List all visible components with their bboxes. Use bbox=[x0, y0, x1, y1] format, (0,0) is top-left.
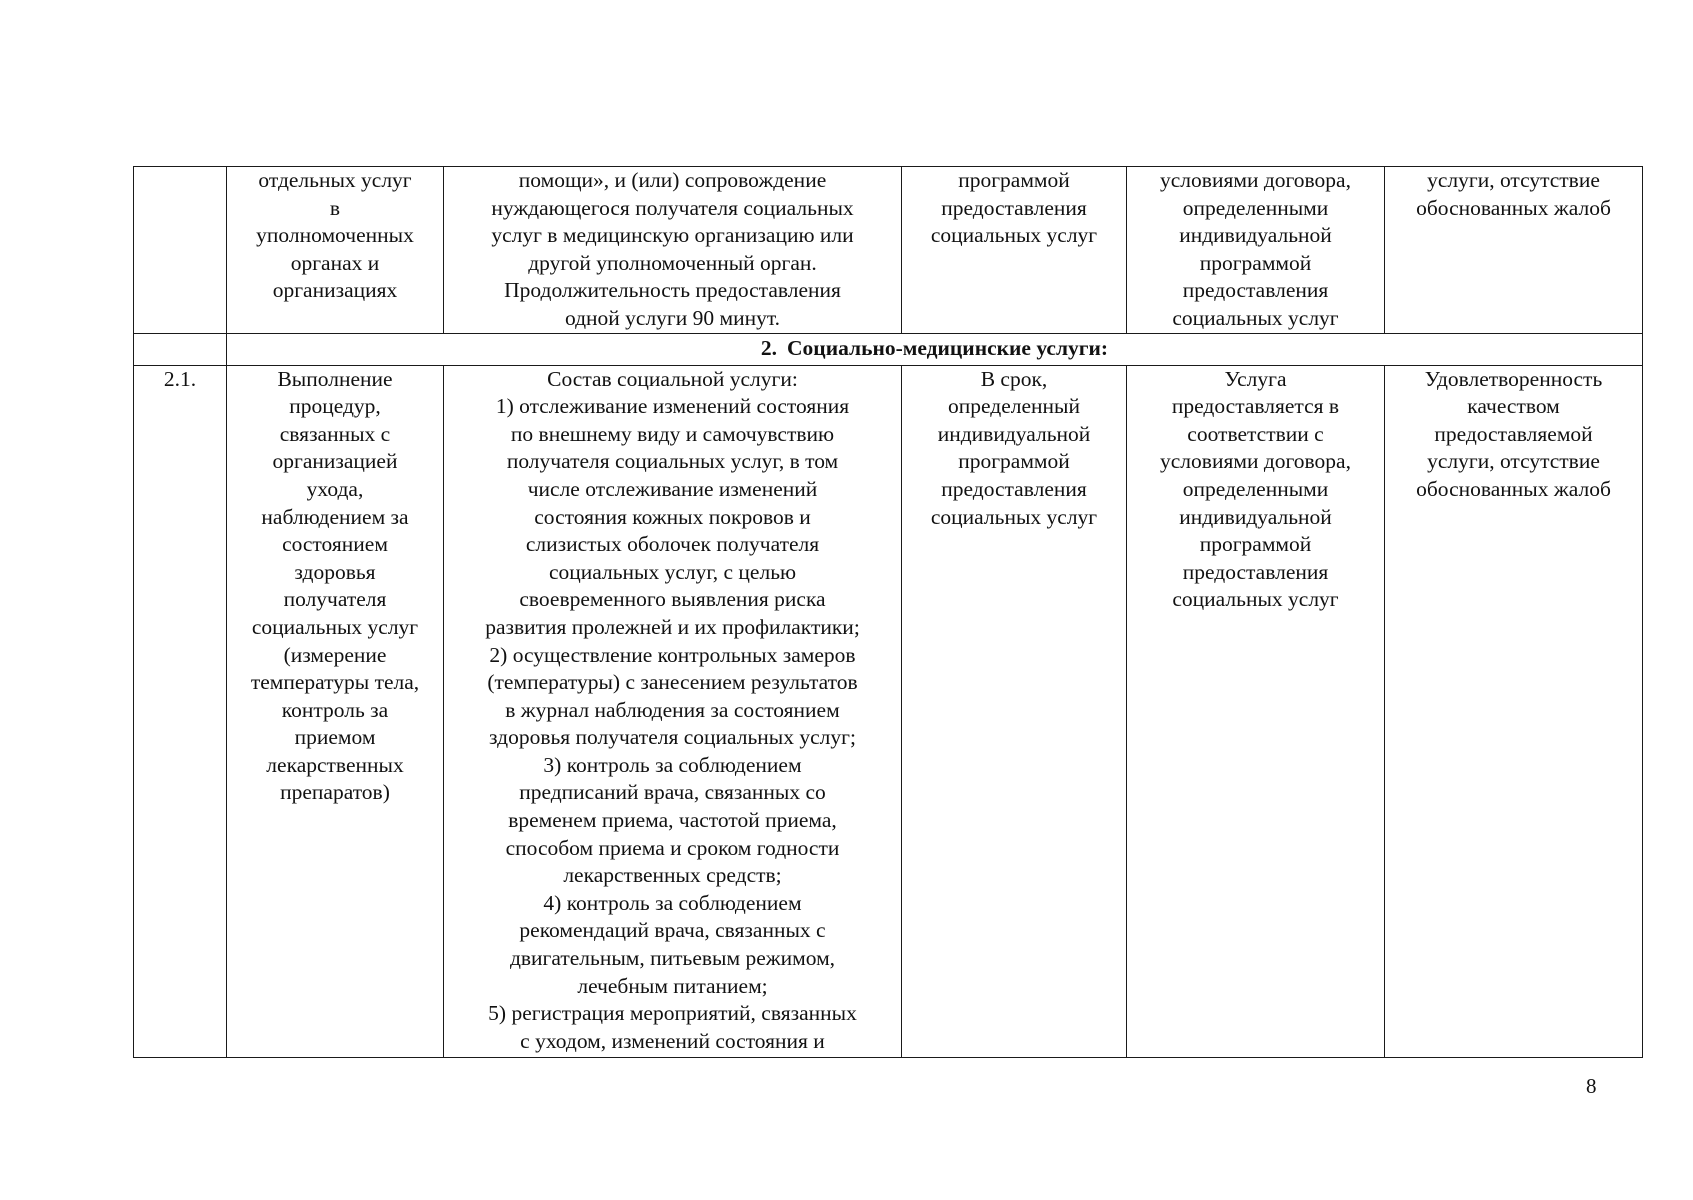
text-line: здоровья получателя социальных услуг; bbox=[489, 725, 856, 750]
text-line: отдельных услуг bbox=[258, 168, 412, 192]
text-line: препаратов) bbox=[280, 780, 390, 805]
text-line: Удовлетворенность bbox=[1424, 366, 1603, 391]
text-line: предоставляется в bbox=[1171, 394, 1340, 419]
cell-number bbox=[134, 365, 227, 1057]
text-line: в bbox=[329, 195, 341, 220]
text-line: определенными bbox=[1182, 195, 1329, 220]
text-line: 2) осуществление контрольных замеров bbox=[489, 642, 856, 667]
text-line: временем приема, частотой приема, bbox=[508, 808, 837, 833]
text-line: услуг в медицинскую организацию или bbox=[491, 223, 854, 248]
text-line: рекомендаций врача, связанных с bbox=[519, 918, 826, 943]
text-line: своевременного выявления риска bbox=[519, 587, 826, 612]
text-line: программой bbox=[1199, 532, 1312, 557]
text-line: лечебным питанием; bbox=[577, 973, 768, 998]
text-line: числе отслеживание изменений bbox=[527, 476, 818, 501]
cell-section-empty bbox=[134, 333, 227, 365]
cell-term bbox=[902, 365, 1127, 1057]
text-line: (температуры) с занесением результатов bbox=[487, 670, 858, 695]
section-heading bbox=[227, 333, 1643, 365]
text-line: температуры тела, bbox=[250, 670, 420, 695]
cell-service-content bbox=[444, 365, 902, 1057]
section-title: Социально-медицинские услуги: bbox=[787, 335, 1109, 360]
text-line: социальных услуг, с целью bbox=[548, 559, 797, 584]
text-line: 4) контроль за соблюдением bbox=[543, 890, 802, 915]
text-line: (измерение bbox=[283, 642, 387, 667]
cell-quality bbox=[1385, 167, 1643, 334]
text-line: предоставления bbox=[1182, 278, 1329, 303]
text-line: лекарственных bbox=[266, 752, 404, 777]
text-line: здоровья bbox=[294, 559, 376, 584]
text-line: 1) отслеживание изменений состояния bbox=[495, 394, 850, 419]
cell-service-name bbox=[227, 365, 444, 1057]
text-line: одной услуги 90 минут. bbox=[564, 305, 781, 330]
text-line: по внешнему виду и самочувствию bbox=[510, 421, 835, 446]
page-number: 8 bbox=[1586, 1074, 1597, 1098]
text-line: предоставления bbox=[941, 195, 1087, 220]
text-line: качеством bbox=[1467, 394, 1560, 419]
text-line: Продолжительность предоставления bbox=[504, 278, 841, 303]
cell-conditions bbox=[1127, 167, 1385, 334]
text-line: состояния кожных покровов и bbox=[534, 504, 811, 529]
text-line: помощи», и (или) сопровождение bbox=[518, 168, 827, 192]
text-line: определенный bbox=[948, 394, 1080, 419]
cell-conditions bbox=[1127, 365, 1385, 1057]
text-line: нуждающегося получателя социальных bbox=[491, 195, 854, 220]
text-line: слизистых оболочек получателя bbox=[525, 532, 820, 557]
text-line: услуги, отсутствие bbox=[1427, 449, 1600, 474]
text-line: соответствии с bbox=[1187, 421, 1324, 446]
text-line: уполномоченных bbox=[256, 223, 414, 248]
text-line: 5) регистрация мероприятий, связанных bbox=[488, 1001, 857, 1026]
services-table bbox=[133, 166, 1643, 1058]
table-row-section bbox=[134, 333, 1643, 365]
text-line: Выполнение bbox=[277, 366, 393, 391]
text-line: состоянием bbox=[282, 532, 388, 557]
text-line: услуги, отсутствие bbox=[1427, 168, 1600, 192]
text-line: в журнал наблюдения за состоянием bbox=[505, 697, 840, 722]
text-line: обоснованных жалоб bbox=[1416, 476, 1611, 501]
text-line: с уходом, изменений состояния и bbox=[520, 1028, 825, 1053]
text-line: связанных с bbox=[279, 421, 391, 446]
text-line: программой bbox=[958, 168, 1070, 192]
text-line: ухода, bbox=[306, 476, 364, 501]
text-line: развития пролежней и их профилактики; bbox=[485, 614, 860, 639]
text-line: социальных услуг bbox=[930, 504, 1098, 529]
text-line: определенными bbox=[1182, 476, 1329, 501]
text-line: В срок, bbox=[980, 366, 1048, 391]
text-line: индивидуальной bbox=[937, 421, 1091, 446]
text-line: индивидуальной bbox=[1179, 223, 1332, 248]
cell-term bbox=[902, 167, 1127, 334]
text-line: социальных услуг bbox=[1172, 587, 1339, 612]
text-line: обоснованных жалоб bbox=[1416, 195, 1611, 220]
text-line: способом приема и сроком годности bbox=[505, 835, 840, 860]
text-line: индивидуальной bbox=[1179, 504, 1332, 529]
text-line: 3) контроль за соблюдением bbox=[543, 752, 802, 777]
text-line: 2.1. bbox=[163, 366, 197, 391]
text-line: процедур, bbox=[289, 394, 381, 419]
text-line: организациях bbox=[272, 278, 398, 303]
text-line: получателя bbox=[283, 587, 387, 612]
text-line: социальных услуг bbox=[1172, 305, 1339, 330]
text-line: лекарственных средств; bbox=[563, 863, 782, 888]
cell-number bbox=[134, 167, 227, 334]
text-line: организацией bbox=[272, 449, 398, 474]
text-line: наблюдением за bbox=[261, 504, 409, 529]
text-line: предоставляемой bbox=[1434, 421, 1593, 446]
text-line: социальных услуг bbox=[930, 223, 1098, 248]
cell-service-content bbox=[444, 167, 902, 334]
text-line: Состав социальной услуги: bbox=[547, 366, 798, 391]
text-line: Услуга bbox=[1224, 366, 1287, 391]
text-line: другой уполномоченный орган. bbox=[528, 250, 817, 275]
text-line: условиями договора, bbox=[1160, 168, 1351, 192]
table-row-service bbox=[134, 365, 1643, 1057]
text-line: получателя социальных услуг, в том bbox=[506, 449, 839, 474]
section-number: 2. bbox=[760, 335, 778, 360]
text-line: условиями договора, bbox=[1160, 449, 1351, 474]
text-line: программой bbox=[958, 449, 1070, 474]
text-line: предоставления bbox=[941, 476, 1087, 501]
table-row-continuation bbox=[134, 167, 1643, 334]
text-line: приемом bbox=[294, 725, 376, 750]
text-line: предоставления bbox=[1182, 559, 1329, 584]
text-line: предписаний врача, связанных со bbox=[519, 780, 826, 805]
text-line: контроль за bbox=[281, 697, 389, 722]
text-line: органах и bbox=[290, 250, 380, 275]
text-line: двигательным, питьевым режимом, bbox=[509, 946, 836, 971]
text-line: социальных услуг bbox=[251, 614, 419, 639]
cell-service-name bbox=[227, 167, 444, 334]
cell-quality bbox=[1385, 365, 1643, 1057]
text-line: программой bbox=[1199, 250, 1312, 275]
